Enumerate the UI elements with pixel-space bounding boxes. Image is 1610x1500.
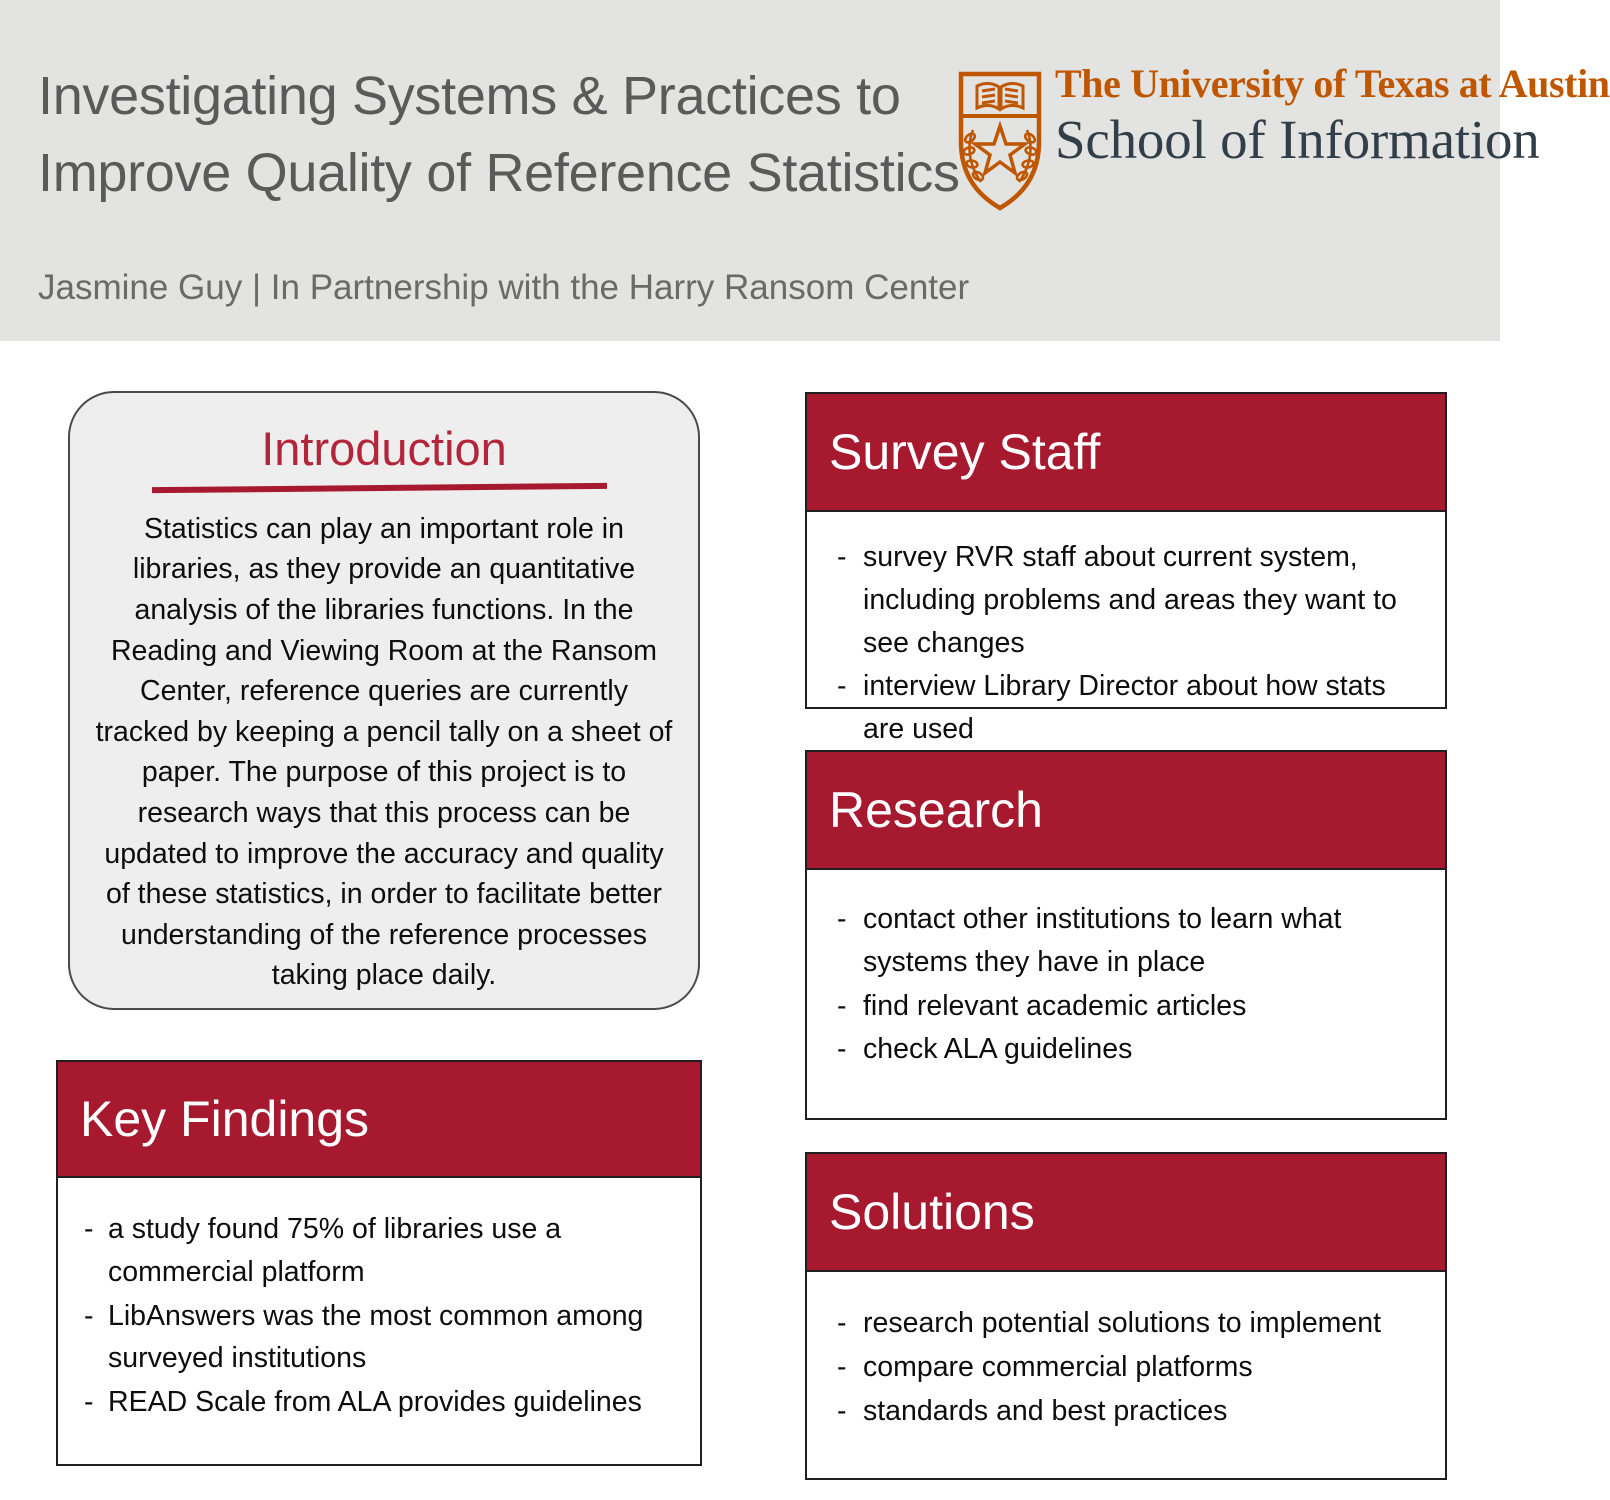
solutions-header	[805, 1152, 1447, 1272]
survey-staff-bullet-list	[837, 536, 1425, 751]
list-item-text: compare commercial platforms	[863, 1350, 1253, 1383]
list-item	[837, 898, 1425, 984]
survey-staff-body	[805, 512, 1447, 745]
introduction-heading: Introduction	[261, 422, 507, 475]
poster-title-line-2: Improve Quality of Reference Statistics	[38, 142, 960, 203]
list-item-text: standards and best practices	[863, 1394, 1228, 1427]
survey-staff-header	[805, 392, 1447, 512]
bullet-marker: -	[837, 1394, 847, 1427]
introduction-card	[68, 391, 700, 1010]
ut-logo-university-line: The University of Texas at Austin	[1055, 61, 1610, 106]
list-item-text: contact other institutions to learn what systems they have in place	[863, 903, 1342, 978]
introduction-rule-wrap	[70, 481, 698, 503]
list-item-text: find relevant academic articles	[863, 989, 1247, 1022]
bullet-marker: -	[837, 989, 847, 1022]
ut-logo-wordmark	[1055, 61, 1610, 171]
bullet-marker: -	[837, 670, 847, 703]
list-item	[837, 1028, 1425, 1071]
bullet-marker: -	[84, 1213, 94, 1245]
research-body	[805, 870, 1447, 1120]
introduction-underline-rule	[152, 483, 607, 493]
list-item	[837, 665, 1425, 751]
solutions-heading: Solutions	[829, 1184, 1035, 1240]
ut-austin-logo	[955, 61, 1610, 217]
poster-header-band	[0, 0, 1610, 341]
list-item	[84, 1381, 680, 1424]
list-item-text: a study found 75% of libraries use a commercial platform	[108, 1213, 562, 1288]
list-item	[84, 1208, 680, 1294]
bullet-marker: -	[837, 1033, 847, 1066]
ut-logo-school-line: School of Information	[1055, 109, 1540, 171]
list-item	[84, 1295, 680, 1381]
list-item	[837, 1390, 1425, 1433]
research-bullet-list	[837, 898, 1425, 1071]
key-findings-body	[56, 1178, 702, 1466]
ut-shield-book-star-laurel-icon	[955, 64, 1045, 212]
solutions-bullet-list	[837, 1302, 1425, 1432]
list-item	[837, 536, 1425, 664]
bullet-marker: -	[84, 1386, 94, 1418]
key-findings-card	[56, 1060, 702, 1466]
research-header	[805, 750, 1447, 870]
poster-title-line-1: Investigating Systems & Practices to	[38, 66, 901, 126]
key-findings-header	[56, 1060, 702, 1178]
poster-subtitle-authorship: Jasmine Guy | In Partnership with the Harry Ransom Center	[38, 268, 970, 307]
list-item-text: research potential solutions to implement	[863, 1307, 1382, 1339]
list-item-text: survey RVR staff about current system, including problems and areas they want to see changes	[863, 541, 1397, 659]
list-item	[837, 985, 1425, 1028]
key-findings-bullet-list	[84, 1208, 680, 1424]
bullet-marker: -	[837, 541, 847, 573]
list-item-text: interview Library Director about how stats are used	[863, 670, 1386, 745]
research-card	[805, 750, 1447, 1120]
solutions-body	[805, 1272, 1447, 1480]
bullet-marker: -	[837, 1350, 847, 1383]
list-item-text: READ Scale from ALA provides guidelines	[108, 1386, 642, 1418]
list-item-text: check ALA guidelines	[863, 1033, 1133, 1066]
bullet-marker: -	[837, 903, 847, 935]
list-item	[837, 1302, 1425, 1345]
research-heading: Research	[829, 782, 1043, 838]
bullet-marker: -	[837, 1307, 847, 1339]
bullet-marker: -	[84, 1299, 94, 1332]
survey-staff-heading: Survey Staff	[829, 424, 1101, 480]
survey-staff-card	[805, 392, 1447, 745]
list-item-text: LibAnswers was the most common among surveyed institutions	[108, 1299, 644, 1375]
key-findings-heading: Key Findings	[80, 1091, 370, 1147]
list-item	[837, 1346, 1425, 1389]
introduction-body-text: Statistics can play an important role in libraries, as they provide an quantitative analysis of the libraries functions. In the Reading and Viewing Room at the Ransom Center, reference queries are currently tracked by keeping a pencil tally on a sheet of paper. The purpose of this project is to research ways that this process can be updated to improve the accuracy and quality of these statistics, in order to facilitate better understanding of the reference processes taking place daily.	[95, 512, 673, 992]
solutions-card	[805, 1152, 1447, 1480]
page-title	[38, 58, 960, 211]
